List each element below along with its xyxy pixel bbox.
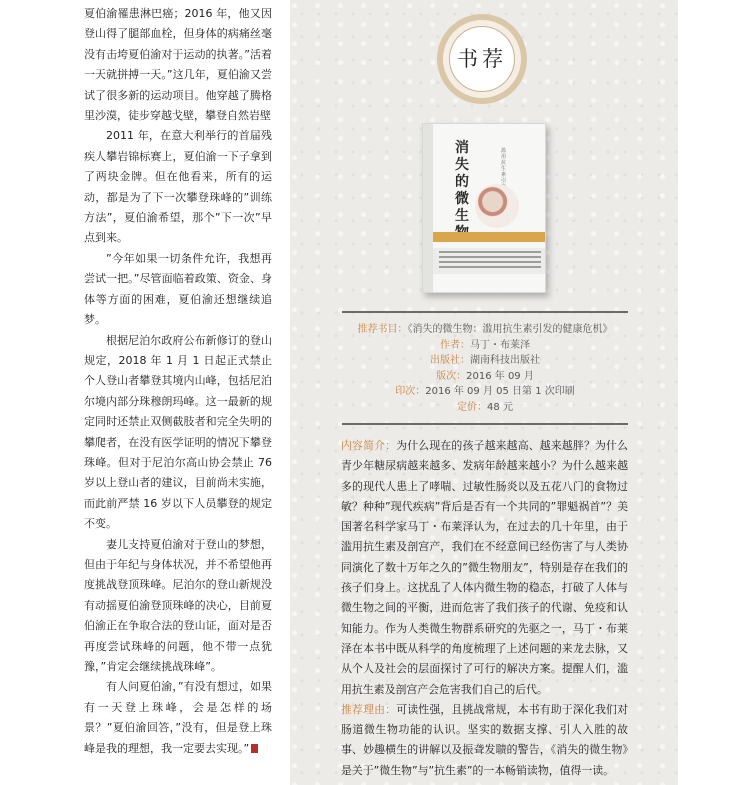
- reason-paragraph: 推荐理由：可读性强，且挑战常规，本书有助于深化我们对肠道微生物功能的认识。坚实的数据支撑、引人入胜的故事、妙趣横生的讲解以及振聋发聩的警告，《消失的微生物》是关于”微生物”与”抗生素”的一本畅销读物，值得一读。: [341, 702, 628, 777]
- petri-dish-icon: [475, 184, 519, 228]
- badge-text: 书荐: [449, 26, 515, 92]
- article-left-column: [84, 4, 272, 759]
- book-spine: [423, 124, 433, 292]
- article-paragraph: ”今年如果一切条件允许，我想再尝试一把。”尽管面临着政策、资金、身体等方面的困难，夏伯渝还想继续追梦。: [84, 251, 272, 327]
- book-cover-image: [422, 123, 546, 293]
- book-recommend-badge: [437, 14, 527, 104]
- divider-bottom: [342, 423, 628, 425]
- book-cover-title: 消失的微生: [455, 140, 469, 224]
- article-paragraph: 夏伯渝罹患淋巴癌；2016 年，他又因登山得了腿部血栓，但身体的病痛丝毫没有击垮夏伯渝对于运动的执著。”活着一天就拼搏一天。”这几年，夏伯渝又尝试了很多新的运动项目。他穿越了腾格里沙漠，徒步穿越戈壁，攀登自然岩壁: [84, 7, 272, 123]
- book-cover-subtitle: 滥用抗生素引: [501, 148, 507, 184]
- info-price: 定价：48 元: [457, 401, 513, 413]
- article-paragraph: 根据尼泊尔政府公布新修订的登山规定，2018 年 1 月 1 日起正式禁止个人登山者攀登其境内山峰，包括尼泊尔境内部分珠穆朗玛峰。这一最新的规定同时还禁止双侧截肢者和完全失明的攀爬者，在没有医学证明的情况下攀登珠峰。但对于尼泊尔高山协会禁止 76 岁以上登山者的建议，目前尚未实施，而此前严禁 16 岁以下人员攀登的规定不变。: [84, 333, 272, 531]
- book-recommendation-panel: [290, 0, 678, 785]
- intro-paragraph: 内容简介：为什么现在的孩子越来越高、越来越胖？为什么青少年糖尿病越来越多、发病年龄越来越小？为什么越来越多的现代人患上了哮喘、过敏性肠炎以及五花八门的食物过敏？种种”现代疾病”背后是否有一个共同的”罪魁祸首”？美国著名科学家马丁・布莱泽认为，在过去的几十年里，由于滥用抗生素及剖宫产，我们在不经意间已经伤害了与人类协同演化了数十万年之久的”微生物朋友”，特别是存在我们的孩子们身上。这扰乱了人体内微生物的稳态，打破了人体与微生物之间的平衡，进而危害了我们孩子的代谢、免疫和认知能力。作为人类微生物群系研究的先驱之一，马丁・布莱泽在本书中既从科学的角度梳理了上述问题的来龙去脉，又从个人及社会的层面探讨了可行的解决方案。提醒人们，滥用抗生素及剖宫产会危害我们自己的后代。: [341, 439, 628, 696]
- article-last-text: 有人问夏伯渝，”有没有想过，如果有一天登上珠峰，会是怎样的场景？”夏伯渝回答，”没有，但是登上珠峰是我的理想，我一定要去实现。”: [84, 680, 272, 755]
- info-author: 作者：马丁・布莱泽: [440, 339, 530, 351]
- book-introduction: [341, 436, 628, 781]
- article-paragraph: 2011 年，在意大利举行的首届残疾人攀岩锦标赛上，夏伯渝一下子拿到了两块金牌。但在他看来，所有的运动，都是为了下一次攀登珠峰的”训练方法”，夏伯渝希望，那个”下一次”早点到来。: [84, 129, 272, 245]
- book-info: [342, 322, 628, 416]
- cover-blurb: [433, 248, 546, 274]
- cover-band: [433, 232, 546, 242]
- article-paragraph-last: [84, 677, 272, 759]
- info-edition: 版次：2016 年 09 月: [436, 370, 534, 382]
- divider-top: [342, 311, 628, 313]
- end-mark-icon: [251, 744, 258, 753]
- info-publisher: 出版社：湖南科技出版社: [430, 355, 540, 367]
- info-printing: 印次：2016 年 09 月 05 日第 1 次印刷: [395, 386, 575, 398]
- article-paragraph: 妻儿支持夏伯渝对于登山的梦想，但由于年纪与身体状况，并不希望他再度挑战登顶珠峰。尼泊尔的登山新规没有动摇夏伯渝登顶珠峰的决心，目前夏伯渝正在争取合法的登山证，面对是否再度尝试珠峰的问题，他不带一点犹豫，”肯定会继续挑战珠峰”。: [84, 537, 272, 673]
- info-recommend: 推荐书目：《消失的微生物：滥用抗生素引发的健康危机》: [357, 324, 613, 335]
